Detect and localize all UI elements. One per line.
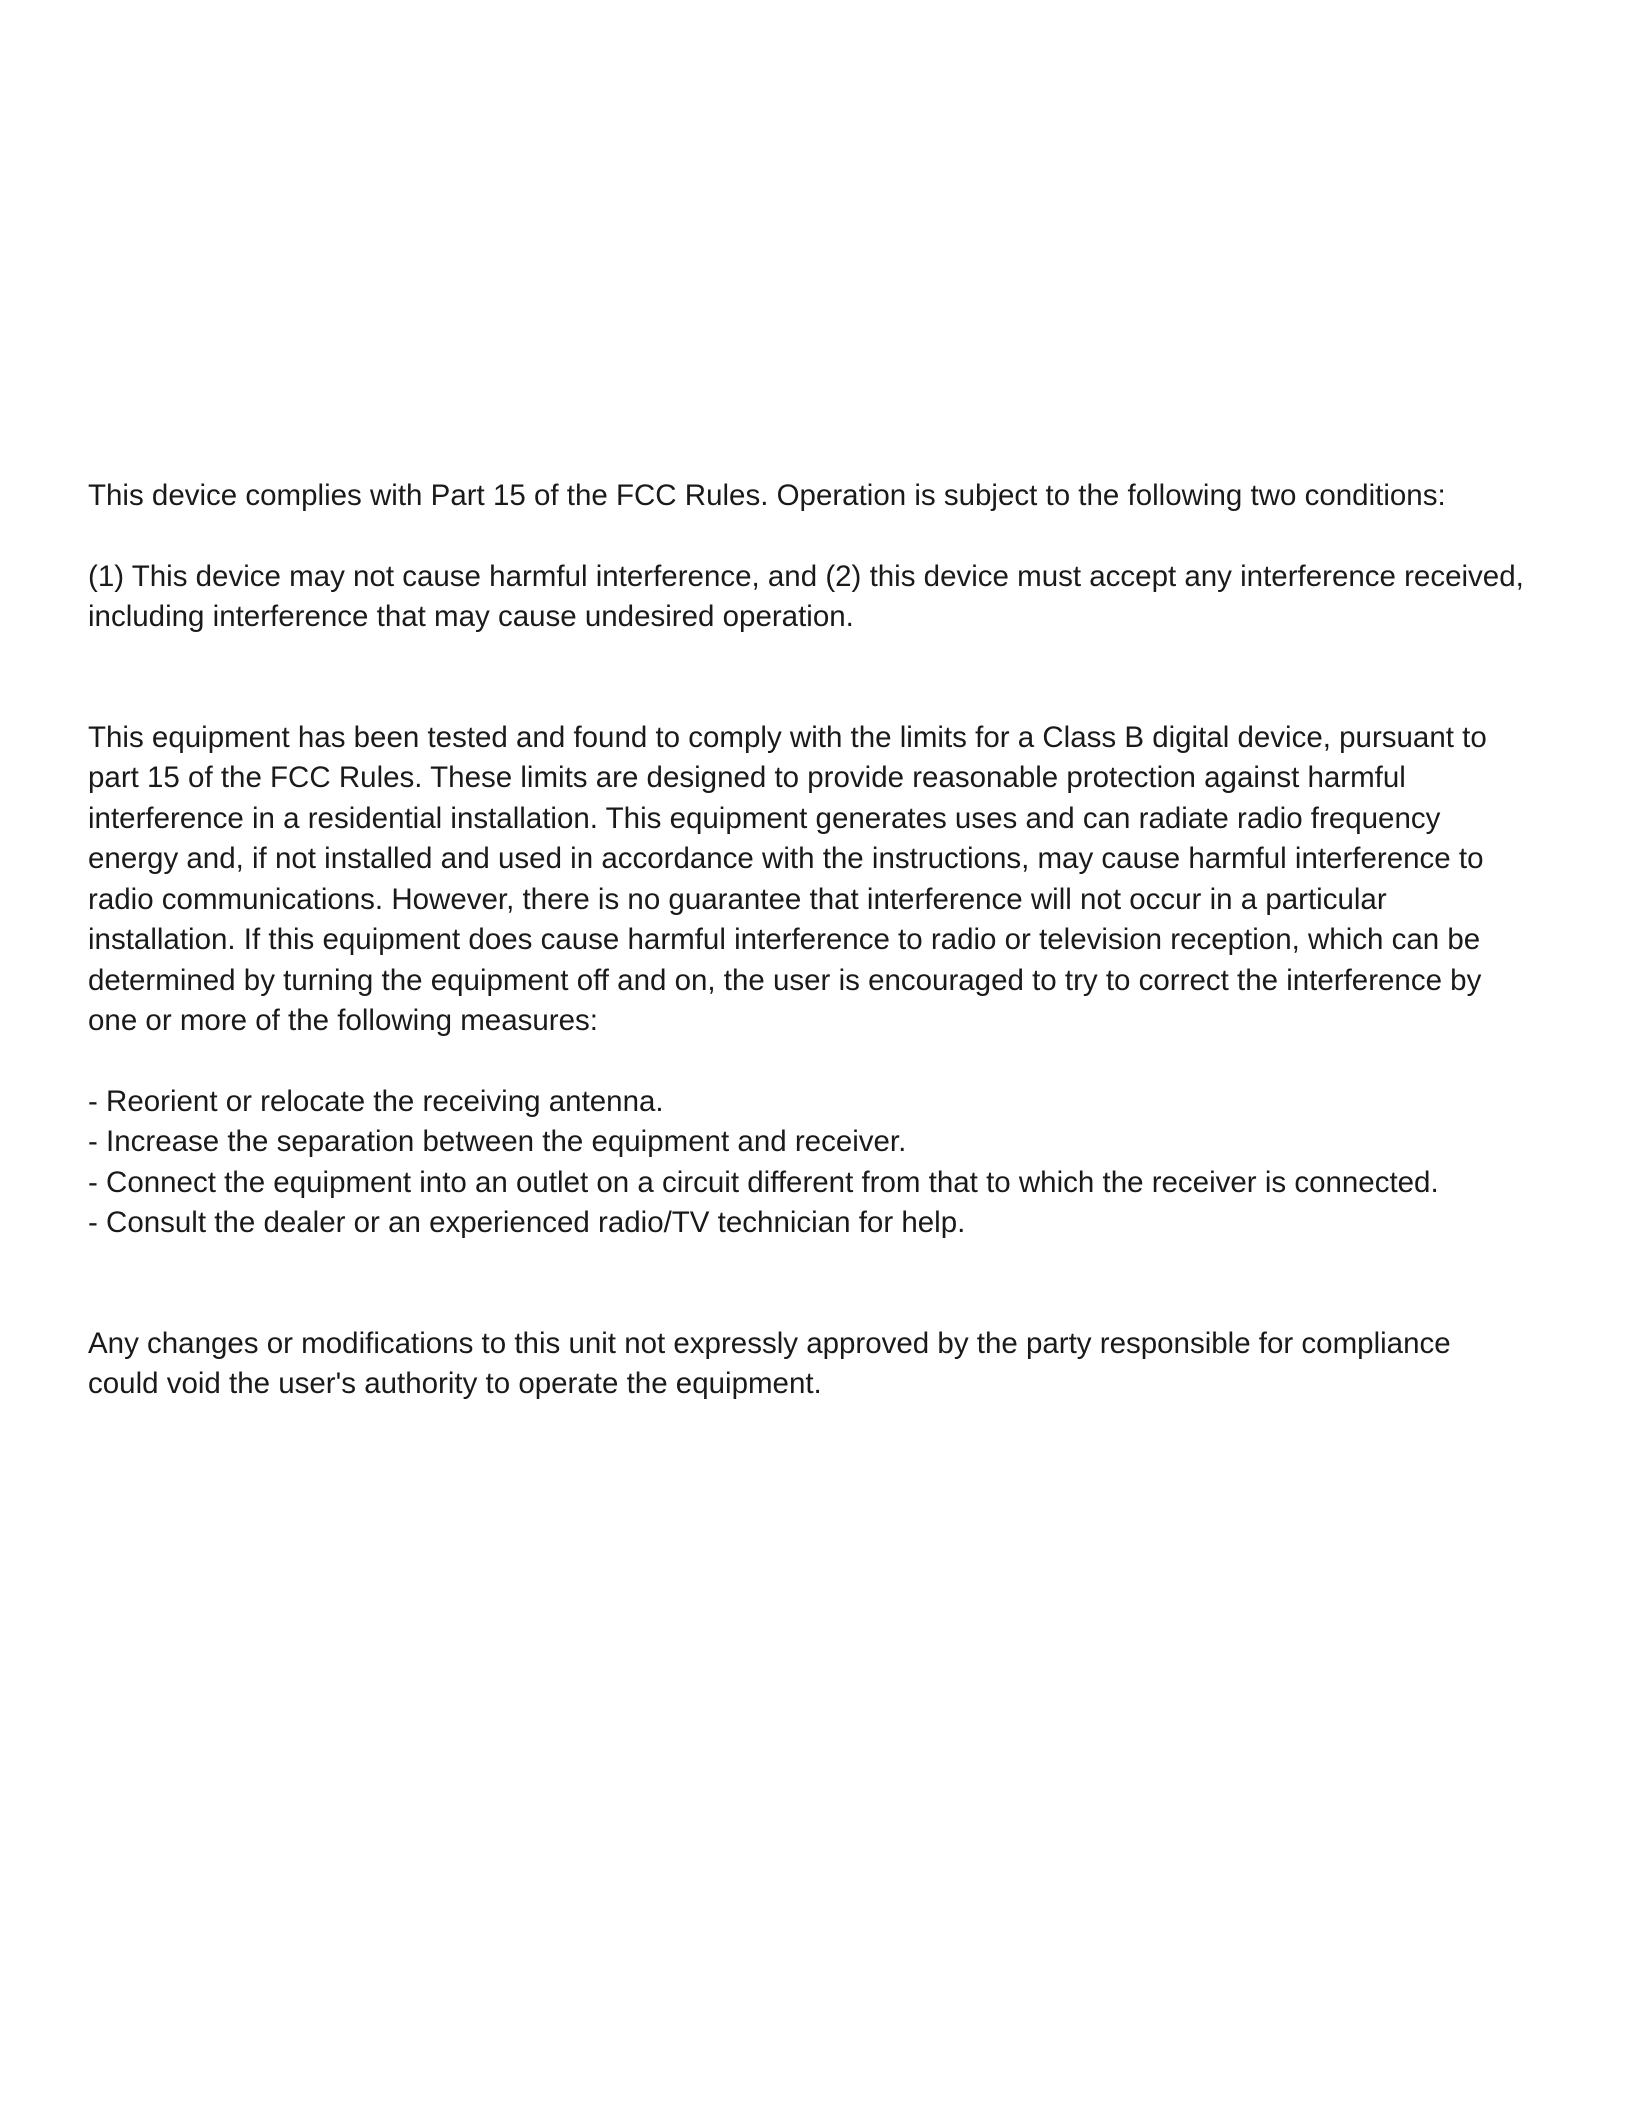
spacer [88, 638, 1588, 718]
measure-item: - Connect the equipment into an outlet on a circuit different from that to which the receiver is connected. [88, 1165, 1439, 1199]
modifications-line: Any changes or modifications to this unit not expressly approved by the party responsible for compliance [88, 1326, 1451, 1360]
modifications-line: could void the user's authority to operate the equipment. [88, 1367, 822, 1400]
operating-conditions-paragraph [88, 557, 1588, 638]
class-b-line: part 15 of the FCC Rules. These limits are designed to provide reasonable protection against harmful [88, 761, 1406, 794]
spacer [88, 1042, 1588, 1082]
class-b-paragraph [88, 718, 1588, 1042]
class-b-line: interference in a residential installation. This equipment generates uses and can radiate radio frequency [88, 801, 1441, 835]
class-b-line: determined by turning the equipment off and on, the user is encouraged to try to correct the interference by [88, 963, 1482, 997]
class-b-line: radio communications. However, there is no guarantee that interference will not occur in a particular [88, 882, 1387, 916]
fcc-statement-document [88, 476, 1588, 1405]
measure-item: - Increase the separation between the equipment and receiver. [88, 1125, 907, 1158]
measure-item: - Reorient or relocate the receiving antenna. [88, 1084, 664, 1118]
conditions-line: (1) This device may not cause harmful interference, and (2) this device must accept any interference received, [88, 559, 1524, 593]
conditions-line: including interference that may cause undesired operation. [88, 600, 854, 633]
spacer [88, 517, 1588, 557]
fcc-compliance-statement [88, 476, 1588, 517]
class-b-line: installation. If this equipment does cause harmful interference to radio or television reception, which can be [88, 923, 1481, 956]
compliance-line: This device complies with Part 15 of the FCC Rules. Operation is subject to the following two conditions: [88, 479, 1446, 512]
spacer [88, 1244, 1588, 1324]
corrective-measures-list [88, 1082, 1588, 1244]
class-b-line: one or more of the following measures: [88, 1004, 598, 1037]
class-b-line: energy and, if not installed and used in accordance with the instructions, may cause harmful interference to [88, 842, 1484, 875]
class-b-line: This equipment has been tested and found to comply with the limits for a Class B digital device, pursuant to [88, 720, 1487, 754]
measure-item: - Consult the dealer or an experienced radio/TV technician for help. [88, 1206, 966, 1239]
modifications-warning-paragraph [88, 1324, 1588, 1405]
